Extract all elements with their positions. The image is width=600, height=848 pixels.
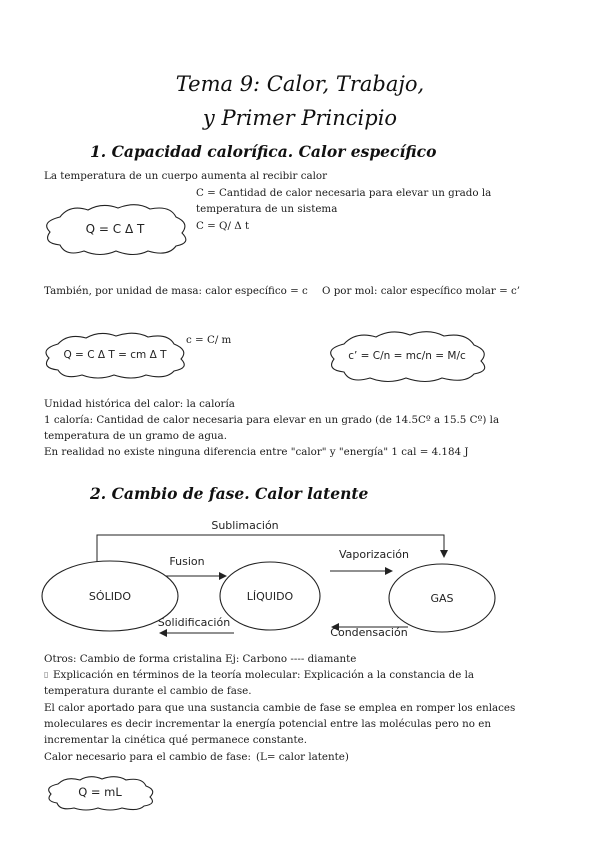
calorie-definition-line1: 1 caloría: Cantidad de calor necesaria para elevar en un grado (de 14.5Cº a 15.5 Cº) la xyxy=(44,414,500,426)
cloud-formula-molar: c’ = C/n = mc/n = M/c xyxy=(348,350,466,362)
bullet-icon: ▯ xyxy=(44,670,49,679)
capacity-definition-line2: temperatura de un sistema xyxy=(196,203,338,215)
section1-heading: 1. Capacidad calorífica. Calor específico xyxy=(90,142,437,161)
section2-heading: 2. Cambio de fase. Calor latente xyxy=(90,484,369,503)
historic-unit: Unidad histórica del calor: la caloría xyxy=(44,398,235,410)
specific-heat-molar: O por mol: calor específico molar = c’ xyxy=(322,285,521,297)
solid-label: SÓLIDO xyxy=(88,590,132,603)
capacity-definition-line1: C = Cantidad de calor necesaria para elevar un grado la xyxy=(196,187,492,199)
calorie-definition-line2: temperatura de un gramo de agua. xyxy=(44,430,227,442)
cloud-formula-q-ml: Q = mL xyxy=(78,785,122,799)
other-changes: Otros: Cambio de forma cristalina Ej: Carbono ---- diamante xyxy=(44,653,357,665)
specific-heat-formula: c = C/ m xyxy=(186,334,232,346)
specific-heat-mass: También, por unidad de masa: calor específico = c xyxy=(44,285,308,297)
cloud-formula-q-c-dt: Q = C Δ T xyxy=(85,222,145,236)
molecular-explanation-line1: Explicación en términos de la teoría molecular: Explicación a la constancia de la xyxy=(53,669,475,681)
page-title-line2: y Primer Principio xyxy=(202,106,398,130)
solidification-label: Solidificación xyxy=(157,616,231,629)
latent-heat-line3: incrementar la cinética qué permanece constante. xyxy=(44,734,308,746)
fusion-label: Fusion xyxy=(169,555,205,568)
latent-heat-line2: moleculares es decir incrementar la energía potencial entre las moléculas pero no en xyxy=(44,718,491,730)
gas-label: GAS xyxy=(430,592,454,605)
phase-change-diagram xyxy=(0,505,600,655)
formula-cloud-heat xyxy=(40,201,190,257)
heat-needed-label: Calor necesario para el cambio de fase: xyxy=(44,751,251,763)
liquid-label: LÍQUIDO xyxy=(246,590,294,603)
formula-cloud-latent xyxy=(44,774,156,810)
calorie-energy-equivalence: En realidad no existe ninguna diferencia entre "calor" y "energía" 1 cal = 4.184 J xyxy=(44,446,469,458)
vaporization-label: Vaporización xyxy=(338,548,410,561)
formula-cloud-specific xyxy=(40,330,190,380)
condensation-label: Condensación xyxy=(330,626,408,639)
latent-heat-line1: El calor aportado para que una sustancia cambie de fase se emplea en romper los enlaces xyxy=(44,702,516,714)
section1-intro: La temperatura de un cuerpo aumenta al recibir calor xyxy=(44,170,328,182)
page-title-line1: Tema 9: Calor, Trabajo, xyxy=(175,72,425,96)
sublimation-label: Sublimación xyxy=(211,519,279,532)
capacity-formula: C = Q/ Δ t xyxy=(196,220,250,232)
cloud-formula-q-cm-dt: Q = C Δ T = cm Δ T xyxy=(63,349,167,361)
formula-cloud-molar xyxy=(324,328,490,384)
molecular-explanation-line2: temperatura durante el cambio de fase. xyxy=(44,685,252,697)
latent-heat-note: (L= calor latente) xyxy=(256,751,349,763)
